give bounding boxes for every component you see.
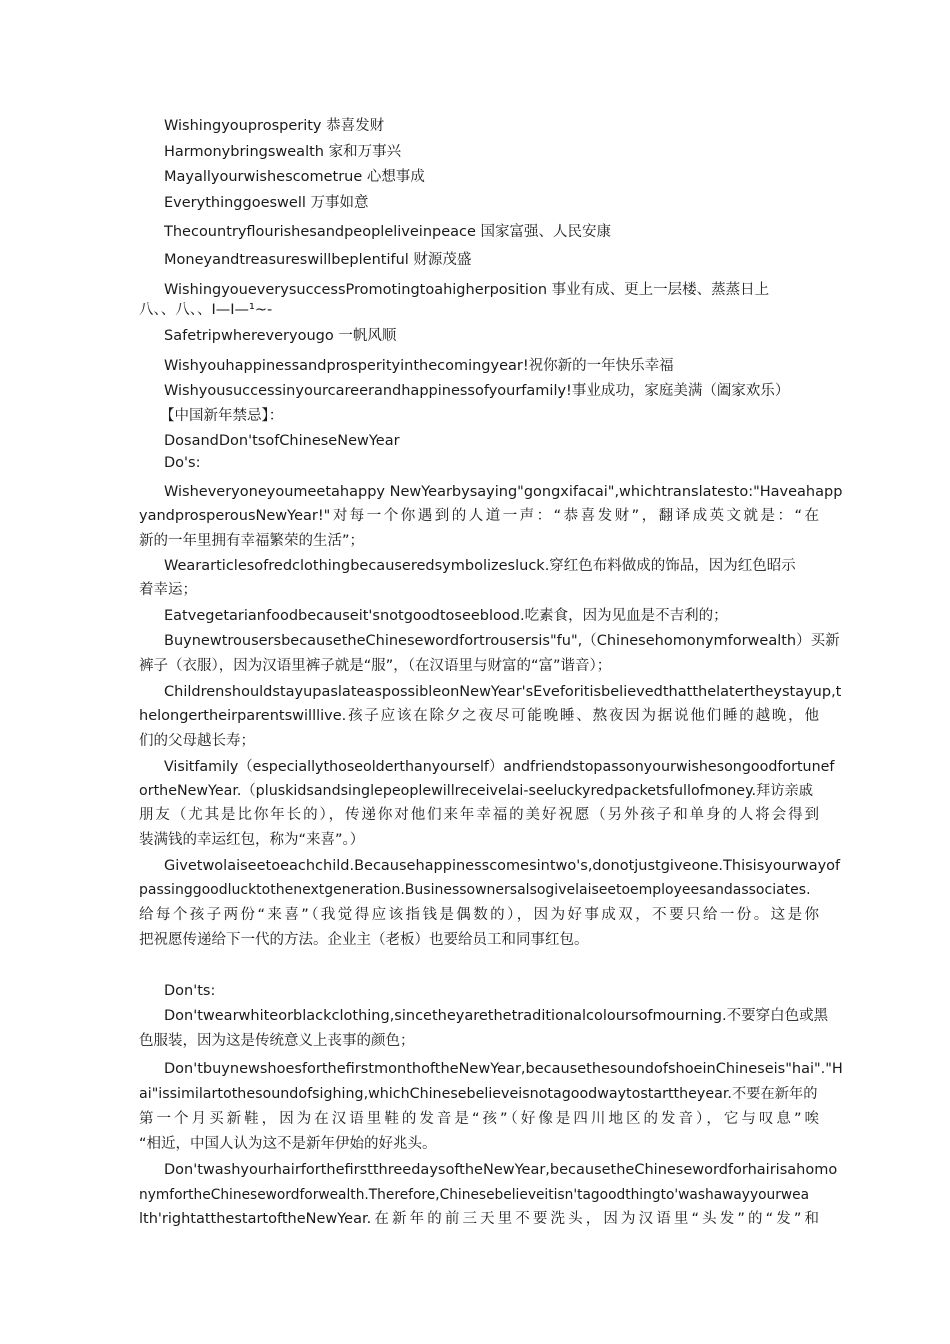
paragraph-line: 装满钱的幸运红包，称为“来喜”。）: [139, 832, 365, 848]
greeting-line: WishingyoueverysuccessPromotingtoahigherposition 事业有成、更上一层楼、蒸蒸日上: [164, 282, 770, 298]
greeting-line: Wishyouhappinessandprosperityinthecomingyear!祝你新的一年快乐幸福: [164, 358, 674, 374]
greeting-line: Harmonybringswealth 家和万事兴: [164, 144, 402, 160]
greeting-line: Everythinggoeswell 万事如意: [164, 195, 369, 211]
greeting-line: Safetripwhereveryougo 一帆风顺: [164, 328, 397, 344]
paragraph-line: Don'tbuynewshoesforthefirstmonthoftheNewYear,becausethesoundofshoeinChineseis"hai"."H: [164, 1061, 843, 1077]
paragraph-line: ortheNewYear.（pluskidsandsinglepeoplewillreceivelai-seeluckyredpacketsfullofmoney.拜访亲戚: [139, 783, 814, 799]
paragraph-line: Don'twashyourhairforthefirstthreedaysoftheNewYear,becausetheChinesewordforhairisahomo: [164, 1162, 838, 1178]
donts-label: Don'ts:: [164, 983, 216, 999]
paragraph-line: 着幸运；: [139, 582, 197, 598]
paragraph-line: Visitfamily（especiallythoseolderthanyourself）andfriendstopassonyourwishesongoodfortunef: [164, 759, 835, 775]
paragraph-line: ai"issimilartothesoundofsighing,whichChinesebelieveisnotagoodwaytostarttheyear.不要在新年的: [139, 1086, 818, 1102]
paragraph-line: 给每个孩子两份“来喜”（我觉得应该指钱是偶数的），因为好事成双，不要只给一份。这是你: [139, 907, 819, 923]
greeting-line: Thecountryflourishesandpeopleliveinpeace 国家富强、人民安康: [164, 224, 612, 240]
paragraph-line: 裤子（衣服），因为汉语里裤子就是“服”，（在汉语里与财富的“富”谐音）；: [139, 658, 612, 674]
paragraph-line: 第一个月买新鞋，因为在汉语里鞋的发音是“孩”（好像是四川地区的发音），它与叹息”唉: [139, 1111, 819, 1127]
subheading: DosandDon'tsofChineseNewYear: [164, 433, 400, 449]
paragraph-line: 把祝愿传递给下一代的方法。企业主（老板）也要给员工和同事红包。: [139, 932, 589, 948]
paragraph-line: lth'rightatthestartoftheNewYear.在新年的前三天里不要洗头，因为汉语里“头发”的“发”和: [139, 1211, 819, 1227]
paragraph-line: 色服装，因为这是传统意义上丧事的颜色；: [139, 1033, 415, 1049]
paragraph-line: BuynewtrousersbecausetheChinesewordfortrousersis"fu",（Chinesehomonymforwealth）买新: [164, 633, 840, 649]
paragraph-line: helongertheirparentswilllive.孩子应该在除夕之夜尽可能晚睡、熬夜因为据说他们睡的越晚，他: [139, 708, 819, 724]
paragraph-line: Don'twearwhiteorblackclothing,sincetheyarethetraditionalcoloursofmourning.不要穿白色或黑: [164, 1008, 829, 1024]
paragraph-line: yandprosperousNewYear!"对每一个你遇到的人道一声：“恭喜发财”，翻译成英文就是：“在: [139, 508, 819, 524]
dos-label: Do's:: [164, 455, 201, 471]
paragraph-line: ChildrenshouldstayupaslateaspossibleonNewYear'sEveforitisbelievedthatthelatertheystayup,t: [164, 684, 842, 700]
paragraph-line: 们的父母越长寿；: [139, 733, 255, 749]
paragraph-line: Eatvegetarianfoodbecauseit'snotgoodtoseeblood.吃素食，因为见血是不吉利的；: [164, 608, 728, 624]
paragraph-line: passinggoodlucktothenextgeneration.Businessownersalsogivelaiseetoemployeesandassociates.: [139, 882, 811, 898]
paragraph-line: nymfortheChinesewordforwealth.Therefore,Chinesebelieveitisn'tagoodthingto'washawayyourwea: [139, 1187, 809, 1203]
garbled-ocr-line: 八、、八、、I—I—¹~-: [139, 302, 273, 318]
greeting-line: Moneyandtreasureswillbeplentiful 财源茂盛: [164, 252, 472, 268]
greeting-line: Mayallyourwishescometrue 心想事成: [164, 169, 425, 185]
paragraph-line: Wisheveryoneyoumeetahappy NewYearbysaying"gongxifacai",whichtranslatesto:"Haveahapp: [164, 484, 843, 500]
paragraph-line: Givetwolaiseetoeachchild.Becausehappinesscomesintwo's,donotjustgiveone.Thisisyourwayof: [164, 858, 841, 874]
paragraph-line: Weararticlesofredclothingbecauseredsymbolizesluck.穿红色布料做成的饰品，因为红色昭示: [164, 558, 796, 574]
paragraph-line: “相近，中国人认为这不是新年伊始的好兆头。: [139, 1136, 437, 1152]
paragraph-line: 新的一年里拥有幸福繁荣的生活”；: [139, 533, 365, 549]
section-heading: 【中国新年禁忌】：: [160, 408, 284, 424]
greeting-line: Wishyousuccessinyourcareerandhappinessofyourfamily!事业成功，家庭美满（阖家欢乐）: [164, 383, 790, 399]
paragraph-line: 朋友（尤其是比你年长的），传递你对他们来年幸福的美好祝愿（另外孩子和单身的人将会得到: [139, 807, 819, 823]
greeting-line: Wishingyouprosperity 恭喜发财: [164, 118, 385, 134]
